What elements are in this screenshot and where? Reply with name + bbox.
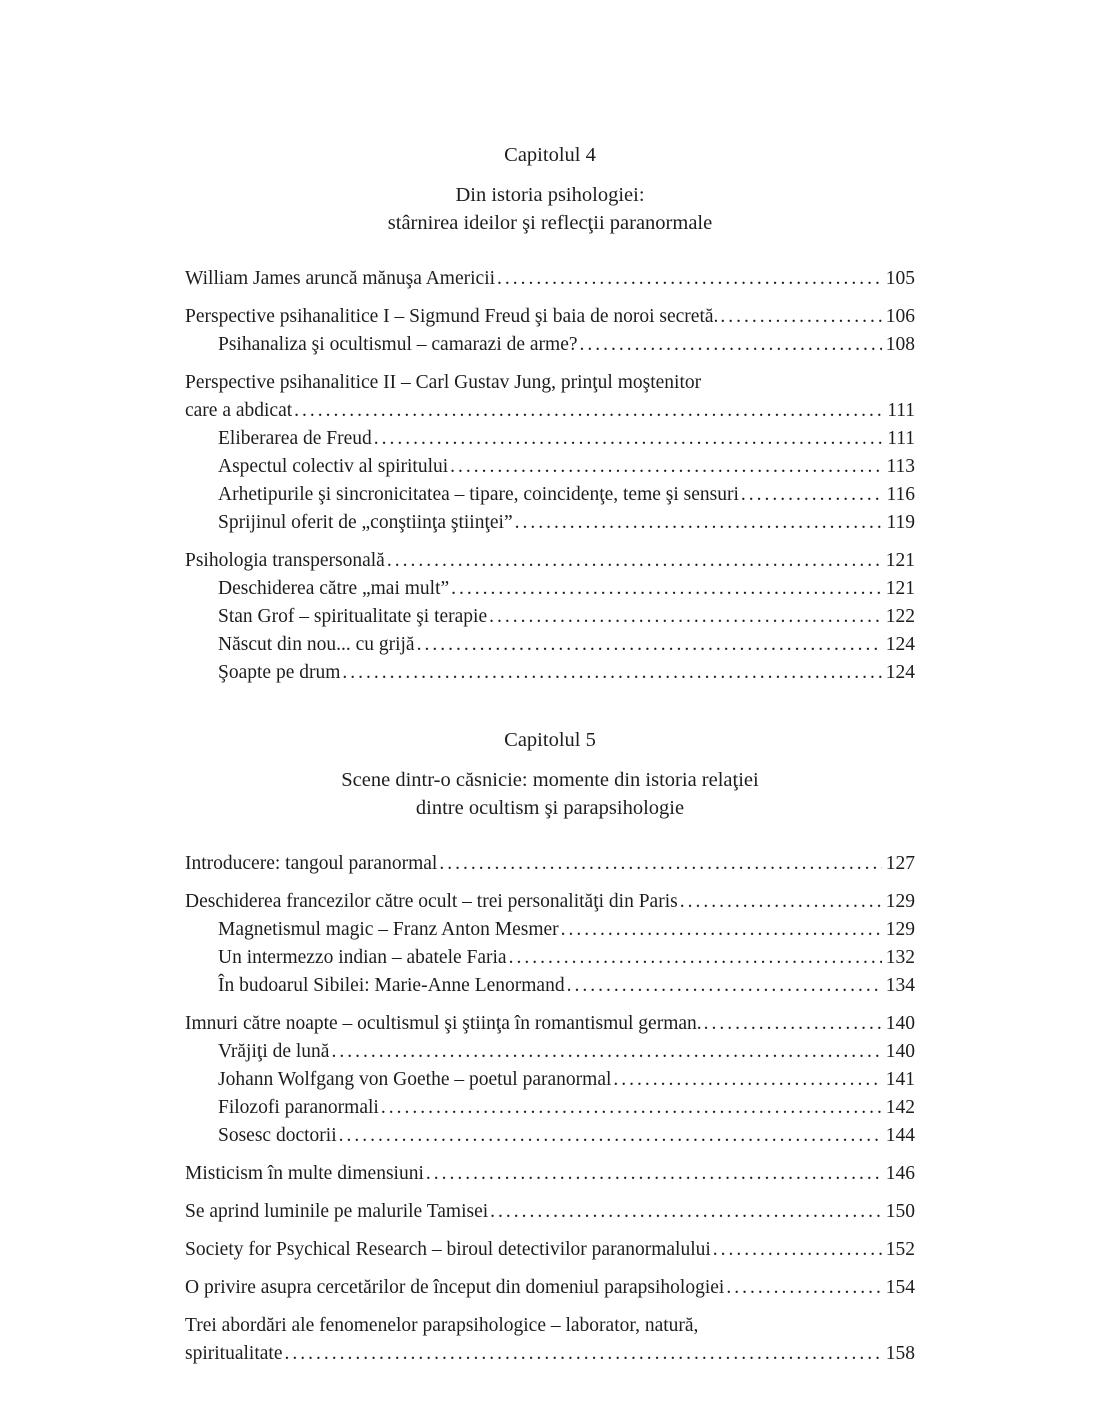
toc-entry-page: 121 xyxy=(885,578,915,599)
toc-dot-leader xyxy=(509,944,882,972)
toc-entry-page: 140 xyxy=(885,1013,915,1034)
toc-entry xyxy=(185,916,915,944)
toc-entry xyxy=(185,1236,915,1264)
chapter-heading: Capitolul 5 xyxy=(504,729,596,751)
toc-dot-leader xyxy=(490,1198,882,1226)
chapter-subtitle xyxy=(185,766,915,822)
toc-entry-label: Psihologia transpersonală xyxy=(185,550,385,571)
toc-entry xyxy=(185,303,915,331)
chapter-subtitle-line: Scene dintr-o căsnicie: momente din istoria relaţiei xyxy=(341,769,759,791)
toc-entry xyxy=(185,1160,915,1188)
toc-entry-row xyxy=(218,944,915,972)
toc-dot-leader xyxy=(680,888,882,916)
toc-entry-label: William James aruncă mănuşa Americii xyxy=(185,268,496,289)
toc-dot-leader xyxy=(515,509,883,537)
toc-entry-row xyxy=(185,1198,915,1226)
toc-entry-row xyxy=(218,575,915,603)
toc-entry xyxy=(185,575,915,603)
toc-entry xyxy=(185,631,915,659)
toc-entry-row xyxy=(185,888,915,916)
toc-entry-row xyxy=(218,1066,915,1094)
toc-entry-label: Sosesc doctorii xyxy=(218,1125,337,1146)
toc-entry-page: 129 xyxy=(885,919,915,940)
toc-entry xyxy=(185,850,915,878)
toc-entry-label: Arhetipurile şi sincronicitatea – tipare, coincidenţe, teme şi sensuri xyxy=(218,484,739,505)
toc-dot-leader xyxy=(381,1094,882,1122)
toc-dot-leader xyxy=(426,1160,882,1188)
toc-entry xyxy=(185,265,915,293)
toc-entry xyxy=(185,509,915,537)
toc-entry-row xyxy=(218,603,915,631)
toc-entry-label: Se aprind luminile pe malurile Tamisei xyxy=(185,1201,489,1222)
toc-entry-page: 105 xyxy=(885,268,915,289)
chapter-subtitle-line: stârnirea ideilor şi reflecţii paranormale xyxy=(387,212,713,234)
chapter-subtitle-line: Din istoria psihologiei: xyxy=(455,184,645,206)
toc-entry-label: O privire asupra cercetărilor de început din domeniul parapsihologiei xyxy=(185,1277,725,1298)
toc-entry-row xyxy=(185,1010,915,1038)
toc-entry-row xyxy=(185,1274,915,1302)
toc-entry xyxy=(185,944,915,972)
toc-dot-leader xyxy=(580,331,882,359)
toc-dot-leader xyxy=(450,453,882,481)
toc-entry-page: 158 xyxy=(885,1343,915,1364)
toc-entry-page: 127 xyxy=(885,853,915,874)
toc-entry-row xyxy=(218,972,915,1000)
toc-dot-leader xyxy=(451,575,882,603)
toc-dot-leader xyxy=(726,1274,881,1302)
toc-entry-label: Vrăjiţi de lună xyxy=(218,1041,330,1062)
toc-entry-row xyxy=(218,659,915,687)
toc-entry-page: 121 xyxy=(885,550,915,571)
toc-entry xyxy=(185,1122,915,1150)
toc-entry-label: Un intermezzo indian – abatele Faria xyxy=(218,947,507,968)
toc-entry-label: Introducere: tangoul paranormal xyxy=(185,853,438,874)
toc-entry-page: 152 xyxy=(885,1239,915,1260)
toc-entry-label: Filozofi paranormali xyxy=(218,1097,379,1118)
toc-entry-page: 106 xyxy=(885,306,915,327)
toc-dot-leader xyxy=(387,547,882,575)
toc-entry-row xyxy=(218,509,915,537)
toc-entry xyxy=(185,425,915,453)
toc-entry xyxy=(185,1094,915,1122)
toc-entry-page: 132 xyxy=(885,947,915,968)
toc-entry-label: care a abdicat xyxy=(185,400,293,421)
toc-entry xyxy=(185,369,915,425)
toc-entry-page: 122 xyxy=(885,606,915,627)
toc-dot-leader xyxy=(497,265,882,293)
toc-entry-label: Misticism în multe dimensiuni xyxy=(185,1163,424,1184)
toc-dot-leader xyxy=(713,1236,882,1264)
toc-entry-row xyxy=(185,1340,915,1368)
toc-entry xyxy=(185,888,915,916)
toc-entry-row xyxy=(218,453,915,481)
toc-entry-label: Eliberarea de Freud xyxy=(218,428,372,449)
chapter-subtitle-line: dintre ocultism şi parapsihologie xyxy=(415,797,685,819)
toc-entry-row xyxy=(218,1122,915,1150)
toc-entry-overflow-line: Trei abordări ale fenomenelor parapsihologice – laborator, natură, xyxy=(185,1315,699,1336)
toc-list xyxy=(185,850,915,1368)
toc-entry-page: 124 xyxy=(885,634,915,655)
toc-dot-leader xyxy=(374,425,883,453)
toc-entry-row xyxy=(185,303,915,331)
toc-entry-page: 142 xyxy=(885,1097,915,1118)
toc-entry-overflow-line: Perspective psihanalitice II – Carl Gustav Jung, prinţul moştenitor xyxy=(185,372,702,393)
toc-entry xyxy=(185,1198,915,1226)
chapter-section xyxy=(185,727,915,1368)
chapter-heading: Capitolul 4 xyxy=(504,144,596,166)
toc-entry-page: 113 xyxy=(886,456,915,477)
toc-entry-label: spiritualitate xyxy=(185,1343,283,1364)
toc-entry-row xyxy=(218,1094,915,1122)
toc-entry-page: 146 xyxy=(885,1163,915,1184)
toc-entry-label: Născut din nou... cu grijă xyxy=(218,634,415,655)
toc-dot-leader xyxy=(720,303,881,331)
toc-entry xyxy=(185,603,915,631)
toc-entry-row xyxy=(218,481,915,509)
toc-entry-row xyxy=(218,631,915,659)
toc-entry xyxy=(185,1038,915,1066)
toc-entry xyxy=(185,1312,915,1368)
toc-entry-row xyxy=(218,331,915,359)
toc-entry-label: În budoarul Sibilei: Marie-Anne Lenormand xyxy=(218,975,565,996)
toc-entry-page: 124 xyxy=(885,662,915,683)
toc-entry-label: Aspectul colectiv al spiritului xyxy=(218,456,449,477)
toc-entry-label: Sprijinul oferit de „conştiinţa ştiinţei” xyxy=(218,512,513,533)
toc-dot-leader xyxy=(331,1038,881,1066)
toc-entry-label: Perspective psihanalitice I – Sigmund Freud şi baia de noroi secretă. xyxy=(185,306,719,327)
toc-sections-container xyxy=(185,142,915,1368)
toc-entry xyxy=(185,972,915,1000)
toc-entry xyxy=(185,1274,915,1302)
toc-entry-label: Deschiderea către „mai mult” xyxy=(218,578,450,599)
toc-dot-leader xyxy=(342,659,881,687)
toc-entry-label: Magnetismul magic – Franz Anton Mesmer xyxy=(218,919,559,940)
toc-dot-leader xyxy=(561,916,882,944)
toc-entry-page: 129 xyxy=(885,891,915,912)
toc-entry-page: 144 xyxy=(885,1125,915,1146)
toc-entry xyxy=(185,1010,915,1038)
toc-entry xyxy=(185,547,915,575)
toc-entry-row xyxy=(185,1236,915,1264)
toc-entry-page: 116 xyxy=(886,484,915,505)
toc-entry-label: Stan Grof – spiritualitate şi terapie xyxy=(218,606,488,627)
toc-entry-label: Şoapte pe drum xyxy=(218,662,341,683)
toc-dot-leader xyxy=(741,481,883,509)
toc-dot-leader xyxy=(417,631,882,659)
toc-entry-page: 154 xyxy=(885,1277,915,1298)
toc-dot-leader xyxy=(704,1010,882,1038)
toc-dot-leader xyxy=(567,972,882,1000)
chapter-section xyxy=(185,142,915,687)
toc-entry-label: Psihanaliza şi ocultismul – camarazi de arme? xyxy=(218,334,578,355)
toc-dot-leader xyxy=(489,603,882,631)
toc-entry-row xyxy=(218,1038,915,1066)
toc-entry-page: 140 xyxy=(885,1041,915,1062)
toc-entry-page: 119 xyxy=(886,512,915,533)
toc-entry-label: Society for Psychical Research – biroul detectivilor paranormalului xyxy=(185,1239,711,1260)
toc-entry-label: Imnuri către noapte – ocultismul şi ştiinţa în romantismul german. xyxy=(185,1013,702,1034)
toc-dot-leader xyxy=(294,397,883,425)
toc-entry-page: 108 xyxy=(885,334,915,355)
toc-entry-page: 111 xyxy=(887,400,915,421)
toc-entry-row xyxy=(218,425,915,453)
toc-entry-row xyxy=(185,850,915,878)
toc-entry-row xyxy=(218,916,915,944)
toc-entry xyxy=(185,659,915,687)
toc-entry-page: 150 xyxy=(885,1201,915,1222)
toc-dot-leader xyxy=(339,1122,882,1150)
toc-entry-page: 141 xyxy=(885,1069,915,1090)
toc-entry-label: Johann Wolfgang von Goethe – poetul paranormal xyxy=(218,1069,612,1090)
toc-entry-label: Deschiderea francezilor către ocult – trei personalităţi din Paris xyxy=(185,891,678,912)
toc-entry-row xyxy=(185,265,915,293)
toc-list xyxy=(185,265,915,687)
toc-dot-leader xyxy=(613,1066,881,1094)
toc-entry xyxy=(185,481,915,509)
toc-entry-row xyxy=(185,547,915,575)
toc-entry xyxy=(185,1066,915,1094)
toc-entry xyxy=(185,453,915,481)
chapter-subtitle xyxy=(185,181,915,237)
toc-entry-row xyxy=(185,397,915,425)
toc-dot-leader xyxy=(284,1340,881,1368)
toc-entry xyxy=(185,331,915,359)
toc-entry-row xyxy=(185,1160,915,1188)
toc-entry-page: 111 xyxy=(887,428,915,449)
toc-entry-page: 134 xyxy=(885,975,915,996)
toc-dot-leader xyxy=(439,850,881,878)
